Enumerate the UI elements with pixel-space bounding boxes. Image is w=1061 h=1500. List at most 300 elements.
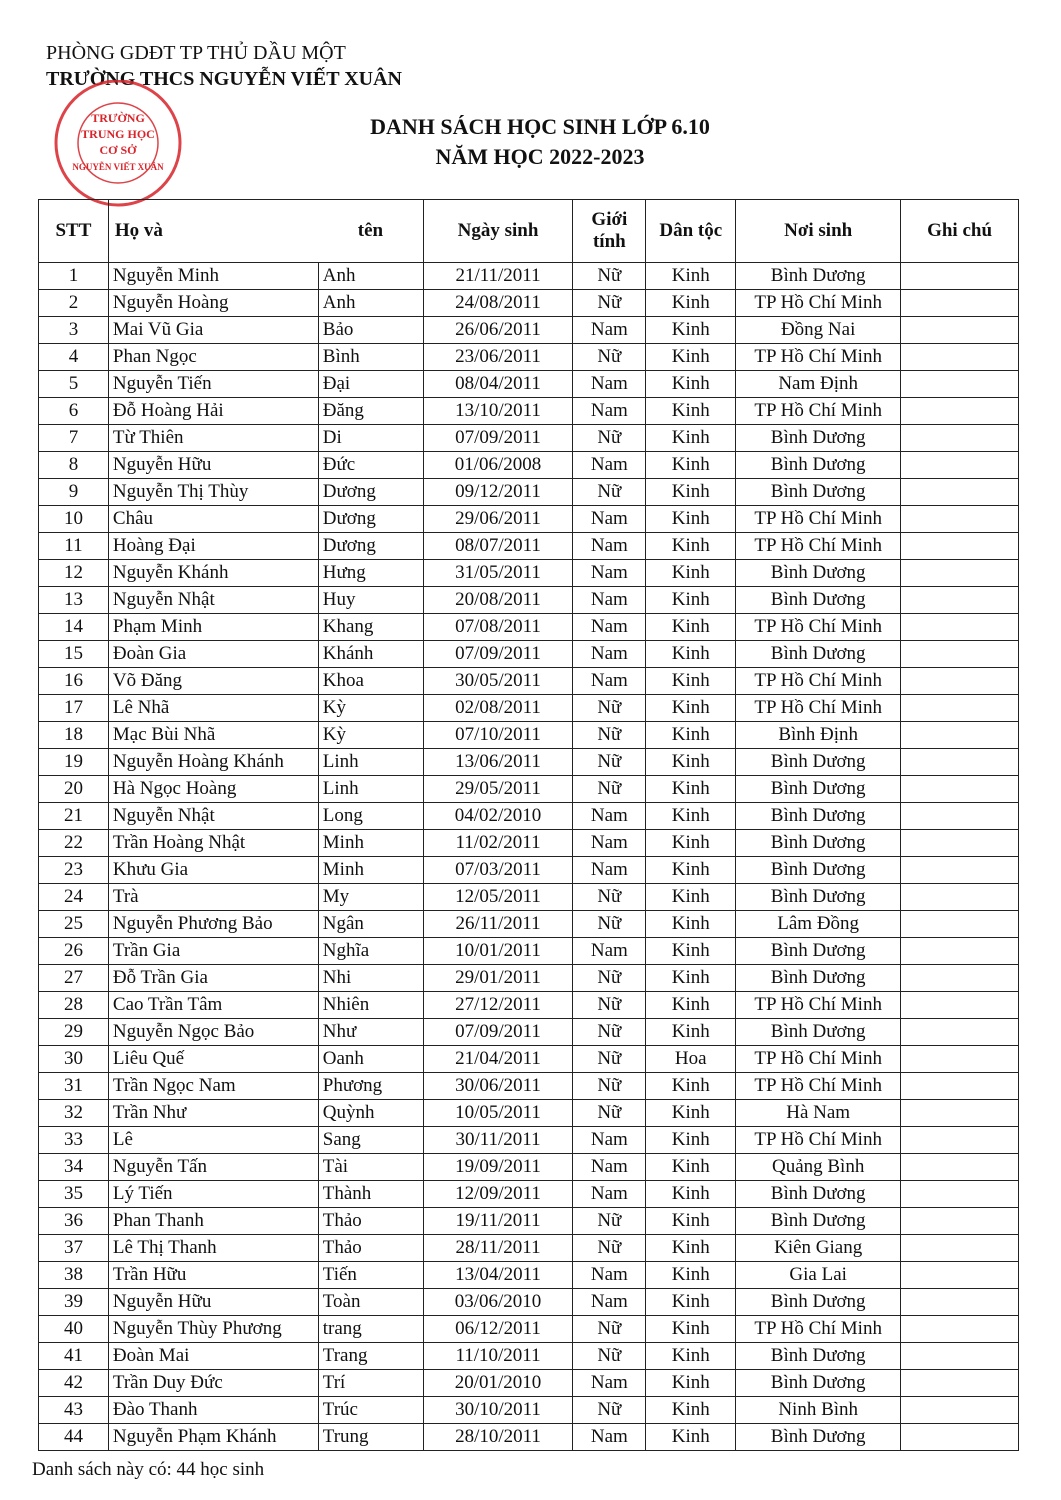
cell-stt: 3 — [39, 317, 109, 344]
cell-stt: 6 — [39, 398, 109, 425]
cell-stt: 5 — [39, 371, 109, 398]
cell-ghi-chu — [901, 344, 1019, 371]
cell-ghi-chu — [901, 1262, 1019, 1289]
cell-stt: 23 — [39, 857, 109, 884]
cell-ghi-chu — [901, 1100, 1019, 1127]
cell-gioi-tinh: Nữ — [573, 911, 646, 938]
cell-ho-va: Lê Thị Thanh — [108, 1235, 318, 1262]
cell-ho-va: Nguyễn Minh — [108, 263, 318, 290]
header-ho-va: Họ và — [108, 200, 318, 263]
header-gioi-tinh-line2: tính — [592, 231, 626, 252]
cell-ghi-chu — [901, 695, 1019, 722]
student-count-summary: Danh sách này có: 44 học sinh — [32, 1459, 265, 1480]
cell-ghi-chu — [901, 1181, 1019, 1208]
table-row — [39, 965, 1019, 992]
cell-stt: 34 — [39, 1154, 109, 1181]
cell-ten: Quỳnh — [318, 1100, 423, 1127]
cell-gioi-tinh: Nữ — [573, 1100, 646, 1127]
cell-ten: Khoa — [318, 668, 423, 695]
cell-stt: 17 — [39, 695, 109, 722]
cell-ho-va: Nguyễn Nhật — [108, 587, 318, 614]
cell-ngay-sinh: 29/06/2011 — [423, 506, 573, 533]
cell-dan-toc: Kinh — [646, 263, 736, 290]
cell-ho-va: Nguyễn Thùy Phương — [108, 1316, 318, 1343]
cell-ten: Oanh — [318, 1046, 423, 1073]
cell-ngay-sinh: 09/12/2011 — [423, 479, 573, 506]
cell-dan-toc: Kinh — [646, 1235, 736, 1262]
table-row — [39, 1073, 1019, 1100]
cell-ngay-sinh: 19/09/2011 — [423, 1154, 573, 1181]
table-row — [39, 317, 1019, 344]
cell-ghi-chu — [901, 776, 1019, 803]
table-row — [39, 668, 1019, 695]
table-row — [39, 398, 1019, 425]
cell-gioi-tinh: Nữ — [573, 1208, 646, 1235]
cell-ghi-chu — [901, 263, 1019, 290]
cell-ho-va: Võ Đăng — [108, 668, 318, 695]
table-row — [39, 533, 1019, 560]
cell-noi-sinh: Bình Dương — [736, 1424, 901, 1451]
cell-dan-toc: Kinh — [646, 1262, 736, 1289]
cell-ho-va: Hà Ngọc Hoàng — [108, 776, 318, 803]
table-row — [39, 1208, 1019, 1235]
cell-ho-va: Đoàn Gia — [108, 641, 318, 668]
cell-noi-sinh: Bình Dương — [736, 1019, 901, 1046]
table-row — [39, 371, 1019, 398]
cell-dan-toc: Kinh — [646, 884, 736, 911]
cell-ten: Như — [318, 1019, 423, 1046]
cell-gioi-tinh: Nam — [573, 803, 646, 830]
cell-ngay-sinh: 04/02/2010 — [423, 803, 573, 830]
cell-stt: 13 — [39, 587, 109, 614]
table-row — [39, 1127, 1019, 1154]
table-row — [39, 587, 1019, 614]
cell-stt: 25 — [39, 911, 109, 938]
cell-stt: 27 — [39, 965, 109, 992]
cell-ngay-sinh: 29/05/2011 — [423, 776, 573, 803]
table-row — [39, 1316, 1019, 1343]
cell-noi-sinh: Ninh Bình — [736, 1397, 901, 1424]
cell-ten: Toàn — [318, 1289, 423, 1316]
cell-ten: Huy — [318, 587, 423, 614]
cell-ngay-sinh: 30/11/2011 — [423, 1127, 573, 1154]
table-row — [39, 938, 1019, 965]
cell-ten: Sang — [318, 1127, 423, 1154]
cell-ten: Phương — [318, 1073, 423, 1100]
cell-dan-toc: Kinh — [646, 1316, 736, 1343]
cell-dan-toc: Kinh — [646, 695, 736, 722]
cell-stt: 16 — [39, 668, 109, 695]
cell-dan-toc: Kinh — [646, 992, 736, 1019]
cell-stt: 35 — [39, 1181, 109, 1208]
cell-ho-va: Cao Trần Tâm — [108, 992, 318, 1019]
cell-dan-toc: Kinh — [646, 857, 736, 884]
cell-ghi-chu — [901, 1370, 1019, 1397]
cell-dan-toc: Kinh — [646, 911, 736, 938]
cell-noi-sinh: Quảng Bình — [736, 1154, 901, 1181]
cell-gioi-tinh: Nam — [573, 1154, 646, 1181]
header-stt: STT — [39, 200, 109, 263]
cell-ngay-sinh: 31/05/2011 — [423, 560, 573, 587]
cell-dan-toc: Kinh — [646, 830, 736, 857]
cell-ngay-sinh: 30/06/2011 — [423, 1073, 573, 1100]
cell-ho-va: Hoàng Đại — [108, 533, 318, 560]
school-name: TRƯỜNG THCS NGUYỄN VIẾT XUÂN — [46, 68, 402, 90]
cell-gioi-tinh: Nam — [573, 641, 646, 668]
table-row — [39, 560, 1019, 587]
cell-noi-sinh: TP Hồ Chí Minh — [736, 992, 901, 1019]
cell-ho-va: Nguyễn Hữu — [108, 1289, 318, 1316]
cell-gioi-tinh: Nữ — [573, 290, 646, 317]
cell-dan-toc: Kinh — [646, 344, 736, 371]
cell-ghi-chu — [901, 587, 1019, 614]
cell-gioi-tinh: Nữ — [573, 479, 646, 506]
cell-ghi-chu — [901, 911, 1019, 938]
cell-stt: 43 — [39, 1397, 109, 1424]
school-seal-stamp — [30, 80, 210, 210]
cell-noi-sinh: Bình Dương — [736, 776, 901, 803]
cell-dan-toc: Kinh — [646, 1100, 736, 1127]
cell-dan-toc: Kinh — [646, 803, 736, 830]
cell-ngay-sinh: 07/09/2011 — [423, 641, 573, 668]
cell-ho-va: Lê Nhã — [108, 695, 318, 722]
cell-ho-va: Đoàn Mai — [108, 1343, 318, 1370]
cell-ngay-sinh: 26/06/2011 — [423, 317, 573, 344]
cell-ngay-sinh: 01/06/2008 — [423, 452, 573, 479]
header-ngay-sinh: Ngày sinh — [423, 200, 573, 263]
cell-stt: 20 — [39, 776, 109, 803]
cell-ngay-sinh: 10/01/2011 — [423, 938, 573, 965]
cell-gioi-tinh: Nữ — [573, 1019, 646, 1046]
cell-gioi-tinh: Nam — [573, 317, 646, 344]
table-row — [39, 1235, 1019, 1262]
cell-dan-toc: Kinh — [646, 587, 736, 614]
cell-ghi-chu — [901, 803, 1019, 830]
cell-gioi-tinh: Nam — [573, 668, 646, 695]
table-row — [39, 1019, 1019, 1046]
table-row — [39, 290, 1019, 317]
cell-ghi-chu — [901, 884, 1019, 911]
cell-stt: 37 — [39, 1235, 109, 1262]
cell-gioi-tinh: Nam — [573, 938, 646, 965]
cell-noi-sinh: Bình Dương — [736, 884, 901, 911]
cell-ngay-sinh: 10/05/2011 — [423, 1100, 573, 1127]
cell-ho-va: Nguyễn Nhật — [108, 803, 318, 830]
cell-dan-toc: Kinh — [646, 425, 736, 452]
cell-stt: 24 — [39, 884, 109, 911]
header-gioi-tinh — [573, 200, 646, 263]
cell-ho-va: Châu — [108, 506, 318, 533]
cell-stt: 1 — [39, 263, 109, 290]
cell-ho-va: Nguyễn Tiến — [108, 371, 318, 398]
cell-ho-va: Nguyễn Hoàng — [108, 290, 318, 317]
cell-ghi-chu — [901, 965, 1019, 992]
cell-ngay-sinh: 29/01/2011 — [423, 965, 573, 992]
table-row — [39, 1370, 1019, 1397]
cell-gioi-tinh: Nam — [573, 614, 646, 641]
table-row — [39, 452, 1019, 479]
cell-noi-sinh: Bình Dương — [736, 479, 901, 506]
cell-ten: Bảo — [318, 317, 423, 344]
cell-ho-va: Nguyễn Ngọc Bảo — [108, 1019, 318, 1046]
cell-ten: Thảo — [318, 1208, 423, 1235]
cell-gioi-tinh: Nữ — [573, 1073, 646, 1100]
cell-ghi-chu — [901, 1073, 1019, 1100]
cell-gioi-tinh: Nữ — [573, 884, 646, 911]
header-ghi-chu: Ghi chú — [901, 200, 1019, 263]
cell-gioi-tinh: Nữ — [573, 1316, 646, 1343]
cell-dan-toc: Kinh — [646, 1073, 736, 1100]
cell-ghi-chu — [901, 938, 1019, 965]
cell-stt: 42 — [39, 1370, 109, 1397]
document-title — [220, 112, 860, 172]
seal-line-4: NGUYỄN VIẾT XUÂN — [72, 162, 164, 172]
cell-noi-sinh: TP Hồ Chí Minh — [736, 290, 901, 317]
cell-stt: 33 — [39, 1127, 109, 1154]
table-row — [39, 749, 1019, 776]
cell-ten: Kỳ — [318, 722, 423, 749]
cell-dan-toc: Kinh — [646, 1208, 736, 1235]
cell-ho-va: Trần Hữu — [108, 1262, 318, 1289]
table-row — [39, 1046, 1019, 1073]
cell-noi-sinh: Bình Dương — [736, 965, 901, 992]
cell-ghi-chu — [901, 425, 1019, 452]
cell-noi-sinh: TP Hồ Chí Minh — [736, 668, 901, 695]
cell-ghi-chu — [901, 830, 1019, 857]
cell-ngay-sinh: 26/11/2011 — [423, 911, 573, 938]
cell-stt: 39 — [39, 1289, 109, 1316]
cell-stt: 30 — [39, 1046, 109, 1073]
cell-ho-va: Nguyễn Phương Bảo — [108, 911, 318, 938]
cell-noi-sinh: TP Hồ Chí Minh — [736, 1316, 901, 1343]
cell-ghi-chu — [901, 371, 1019, 398]
cell-stt: 29 — [39, 1019, 109, 1046]
cell-gioi-tinh: Nam — [573, 506, 646, 533]
table-row — [39, 263, 1019, 290]
cell-noi-sinh: Bình Dương — [736, 803, 901, 830]
cell-ten: Bình — [318, 344, 423, 371]
cell-stt: 2 — [39, 290, 109, 317]
cell-ho-va: Nguyễn Hữu — [108, 452, 318, 479]
cell-noi-sinh: TP Hồ Chí Minh — [736, 1046, 901, 1073]
cell-ngay-sinh: 06/12/2011 — [423, 1316, 573, 1343]
cell-noi-sinh: Hà Nam — [736, 1100, 901, 1127]
cell-ho-va: Trần Như — [108, 1100, 318, 1127]
cell-ghi-chu — [901, 749, 1019, 776]
cell-gioi-tinh: Nữ — [573, 749, 646, 776]
cell-ten: Anh — [318, 290, 423, 317]
table-row — [39, 803, 1019, 830]
cell-ten: Nghĩa — [318, 938, 423, 965]
cell-ten: Tiến — [318, 1262, 423, 1289]
cell-ho-va: Đào Thanh — [108, 1397, 318, 1424]
table-row — [39, 479, 1019, 506]
title-line-2: NĂM HỌC 2022-2023 — [435, 144, 645, 169]
table-row — [39, 992, 1019, 1019]
cell-ngay-sinh: 28/11/2011 — [423, 1235, 573, 1262]
cell-ghi-chu — [901, 1397, 1019, 1424]
table-row — [39, 1343, 1019, 1370]
table-row — [39, 506, 1019, 533]
cell-ten: Linh — [318, 749, 423, 776]
cell-ho-va: Nguyễn Tấn — [108, 1154, 318, 1181]
cell-ten: Nhi — [318, 965, 423, 992]
cell-dan-toc: Kinh — [646, 1181, 736, 1208]
cell-ten: Anh — [318, 263, 423, 290]
student-roster-table — [38, 199, 1019, 1451]
cell-stt: 10 — [39, 506, 109, 533]
cell-ngay-sinh: 08/04/2011 — [423, 371, 573, 398]
cell-ten: Trang — [318, 1343, 423, 1370]
cell-noi-sinh: TP Hồ Chí Minh — [736, 1073, 901, 1100]
cell-noi-sinh: Đồng Nai — [736, 317, 901, 344]
table-row — [39, 344, 1019, 371]
cell-ho-va: Nguyễn Hoàng Khánh — [108, 749, 318, 776]
cell-ten: Ngân — [318, 911, 423, 938]
cell-ghi-chu — [901, 1208, 1019, 1235]
cell-ten: Trung — [318, 1424, 423, 1451]
cell-ghi-chu — [901, 398, 1019, 425]
cell-dan-toc: Kinh — [646, 506, 736, 533]
table-row — [39, 1100, 1019, 1127]
cell-ngay-sinh: 20/01/2010 — [423, 1370, 573, 1397]
cell-stt: 40 — [39, 1316, 109, 1343]
cell-stt: 36 — [39, 1208, 109, 1235]
cell-ngay-sinh: 11/10/2011 — [423, 1343, 573, 1370]
cell-ten: Nhiên — [318, 992, 423, 1019]
cell-gioi-tinh: Nam — [573, 857, 646, 884]
table-row — [39, 1289, 1019, 1316]
cell-stt: 21 — [39, 803, 109, 830]
cell-gioi-tinh: Nữ — [573, 695, 646, 722]
cell-ten: Minh — [318, 857, 423, 884]
cell-ngay-sinh: 13/06/2011 — [423, 749, 573, 776]
cell-noi-sinh: TP Hồ Chí Minh — [736, 1127, 901, 1154]
cell-ho-va: Phạm Minh — [108, 614, 318, 641]
cell-gioi-tinh: Nam — [573, 830, 646, 857]
cell-noi-sinh: Bình Dương — [736, 263, 901, 290]
cell-ho-va: Mạc Bùi Nhã — [108, 722, 318, 749]
cell-gioi-tinh: Nam — [573, 1262, 646, 1289]
cell-ngay-sinh: 24/08/2011 — [423, 290, 573, 317]
cell-dan-toc: Kinh — [646, 1397, 736, 1424]
cell-dan-toc: Kinh — [646, 614, 736, 641]
seal-line-1: TRƯỜNG — [91, 111, 145, 125]
cell-ho-va: Từ Thiên — [108, 425, 318, 452]
cell-gioi-tinh: Nữ — [573, 776, 646, 803]
cell-ho-va: Nguyễn Thị Thùy — [108, 479, 318, 506]
table-row — [39, 425, 1019, 452]
table-row — [39, 1154, 1019, 1181]
cell-ten: trang — [318, 1316, 423, 1343]
cell-ghi-chu — [901, 479, 1019, 506]
cell-gioi-tinh: Nam — [573, 587, 646, 614]
cell-dan-toc: Kinh — [646, 479, 736, 506]
cell-ho-va: Mai Vũ Gia — [108, 317, 318, 344]
cell-gioi-tinh: Nữ — [573, 263, 646, 290]
cell-dan-toc: Kinh — [646, 1424, 736, 1451]
cell-gioi-tinh: Nam — [573, 398, 646, 425]
cell-noi-sinh: Bình Dương — [736, 560, 901, 587]
table-row — [39, 776, 1019, 803]
cell-dan-toc: Kinh — [646, 776, 736, 803]
cell-dan-toc: Kinh — [646, 668, 736, 695]
cell-ten: Tài — [318, 1154, 423, 1181]
cell-ghi-chu — [901, 1343, 1019, 1370]
cell-ghi-chu — [901, 452, 1019, 479]
cell-stt: 12 — [39, 560, 109, 587]
cell-noi-sinh: Bình Dương — [736, 641, 901, 668]
cell-gioi-tinh: Nam — [573, 1181, 646, 1208]
cell-stt: 8 — [39, 452, 109, 479]
cell-ghi-chu — [901, 290, 1019, 317]
cell-gioi-tinh: Nữ — [573, 1235, 646, 1262]
cell-gioi-tinh: Nữ — [573, 425, 646, 452]
cell-ho-va: Nguyễn Khánh — [108, 560, 318, 587]
cell-noi-sinh: Lâm Đồng — [736, 911, 901, 938]
cell-ten: Thảo — [318, 1235, 423, 1262]
cell-stt: 28 — [39, 992, 109, 1019]
cell-dan-toc: Hoa — [646, 1046, 736, 1073]
cell-ngay-sinh: 11/02/2011 — [423, 830, 573, 857]
cell-stt: 9 — [39, 479, 109, 506]
cell-ghi-chu — [901, 722, 1019, 749]
cell-ho-va: Đỗ Trần Gia — [108, 965, 318, 992]
cell-ghi-chu — [901, 506, 1019, 533]
table-row — [39, 1262, 1019, 1289]
cell-ho-va: Trần Gia — [108, 938, 318, 965]
cell-noi-sinh: Bình Dương — [736, 749, 901, 776]
cell-noi-sinh: TP Hồ Chí Minh — [736, 695, 901, 722]
table-body — [39, 263, 1019, 1451]
cell-noi-sinh: Bình Dương — [736, 830, 901, 857]
cell-ghi-chu — [901, 1154, 1019, 1181]
cell-ten: Dương — [318, 533, 423, 560]
header-ten: tên — [318, 200, 423, 263]
cell-ngay-sinh: 27/12/2011 — [423, 992, 573, 1019]
cell-ghi-chu — [901, 668, 1019, 695]
cell-stt: 19 — [39, 749, 109, 776]
cell-ghi-chu — [901, 1289, 1019, 1316]
table-row — [39, 857, 1019, 884]
cell-dan-toc: Kinh — [646, 1154, 736, 1181]
cell-noi-sinh: TP Hồ Chí Minh — [736, 344, 901, 371]
cell-ten: Di — [318, 425, 423, 452]
table-header-row — [39, 200, 1019, 263]
cell-ho-va: Nguyễn Phạm Khánh — [108, 1424, 318, 1451]
cell-ten: Long — [318, 803, 423, 830]
cell-ten: Linh — [318, 776, 423, 803]
cell-ghi-chu — [901, 857, 1019, 884]
cell-ten: Minh — [318, 830, 423, 857]
cell-dan-toc: Kinh — [646, 1343, 736, 1370]
cell-ten: My — [318, 884, 423, 911]
cell-ten: Hưng — [318, 560, 423, 587]
cell-ghi-chu — [901, 992, 1019, 1019]
cell-dan-toc: Kinh — [646, 1370, 736, 1397]
cell-ho-va: Phan Ngọc — [108, 344, 318, 371]
cell-ngay-sinh: 13/04/2011 — [423, 1262, 573, 1289]
cell-ngay-sinh: 12/09/2011 — [423, 1181, 573, 1208]
cell-noi-sinh: Bình Dương — [736, 587, 901, 614]
cell-dan-toc: Kinh — [646, 452, 736, 479]
cell-noi-sinh: Bình Dương — [736, 1181, 901, 1208]
table-row — [39, 614, 1019, 641]
cell-gioi-tinh: Nam — [573, 371, 646, 398]
seal-line-3: CƠ SỞ — [99, 143, 137, 157]
cell-ngay-sinh: 30/05/2011 — [423, 668, 573, 695]
cell-ghi-chu — [901, 641, 1019, 668]
